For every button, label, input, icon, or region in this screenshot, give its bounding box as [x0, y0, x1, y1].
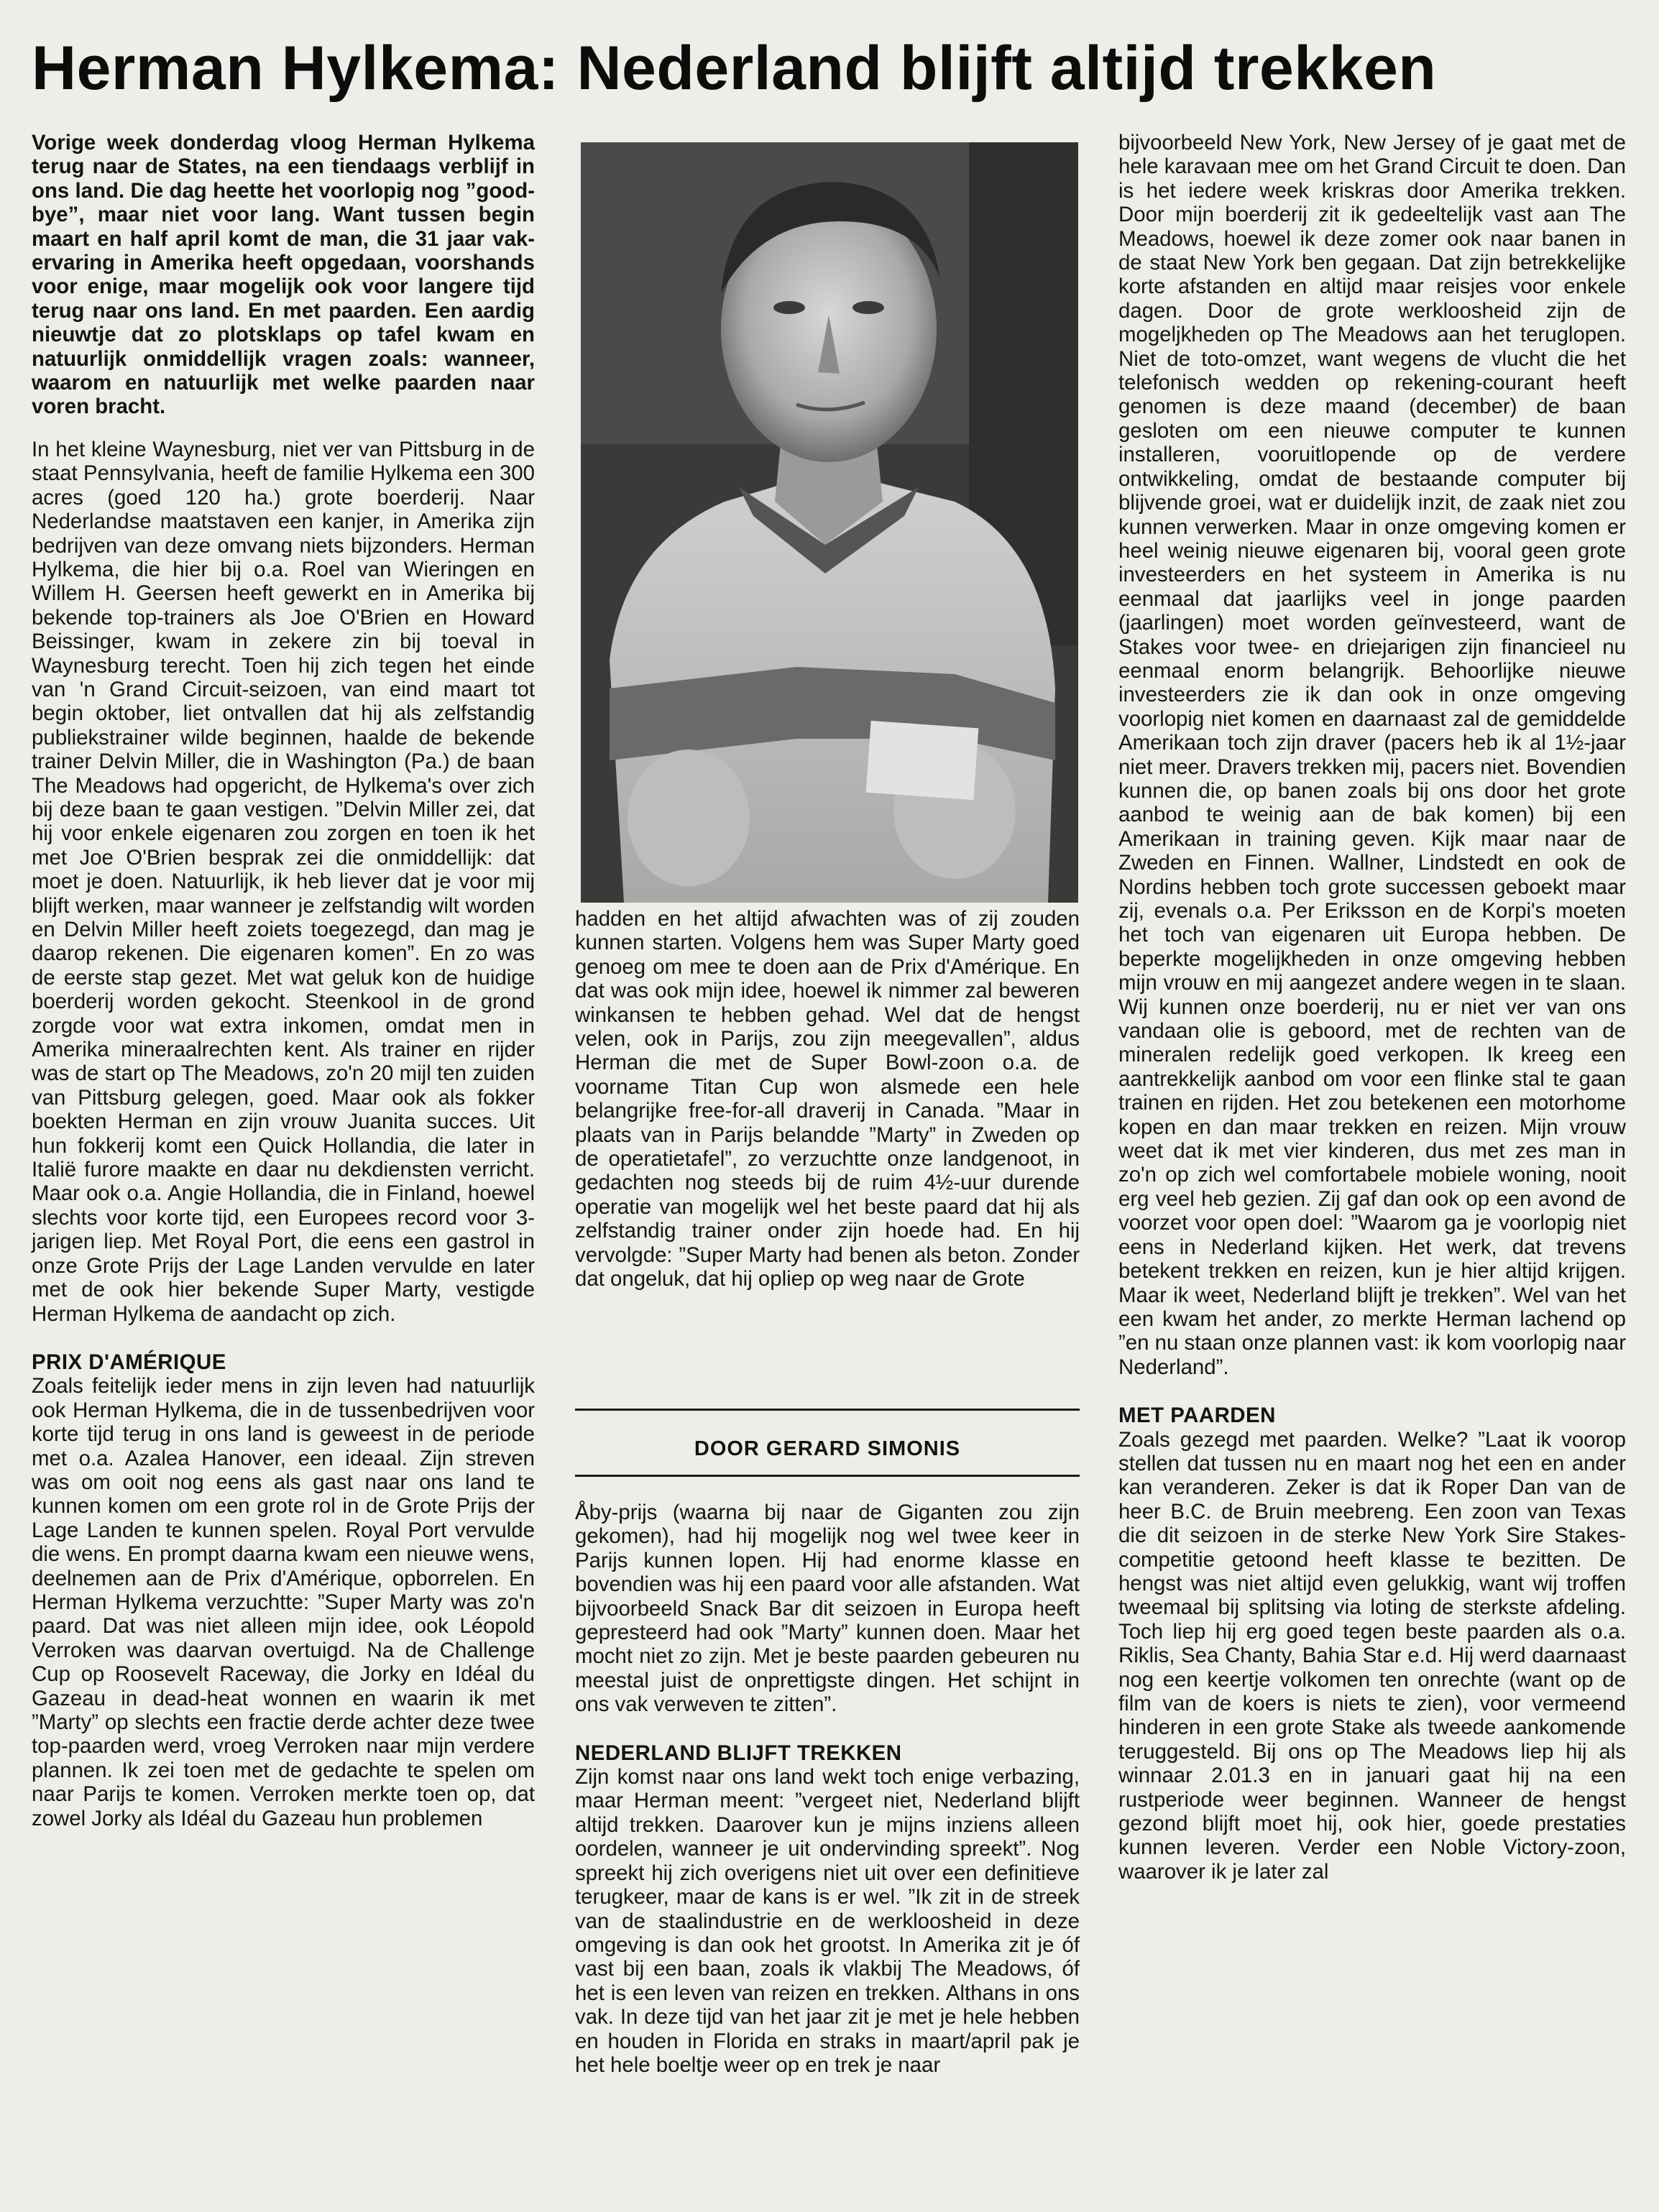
lead-paragraph: Vorige week donderdag vloog Herman Hylkema terug naar de States, na een tiendaags verblijf in ons land. Die dag heette het voorlopig nog ”good-bye”, maar niet voor lang. Want tussen begin maart en half april komt de man, die 31 jaar vak-ervaring in Amerika heeft opgedaan, voorshands voor enige, maar mogelijk ook voor langere tijd terug naar ons land. En met paarden. Een aardig nieuwtje dat zo plotsklaps op tafel kwam en natuurlijk onmiddellijk vragen zoals: wanneer, waarom en natuurlijk met welke paarden naar voren bracht. [32, 131, 535, 419]
subhead-prix-damerique: PRIX D'AMÉRIQUE [32, 1350, 226, 1374]
portrait-photo [581, 142, 1078, 903]
subhead-nederland-blijft-trekken: NEDERLAND BLIJFT TREKKEN [575, 1741, 902, 1765]
body-paragraph: Zijn komst naar ons land wekt toch enige verbazing, maar Herman meent: ”vergeet niet, Nederland blijft altijd trekken. Daarover kun je mijns inziens alleen oordelen, wanneer je uit ondervinding spreekt”. Nog spreekt hij zich overigens niet uit over een definitieve terugkeer, maar de kans is er wel. ”Ik zit in de streek van de staalindustrie en de werkloosheid in deze omgeving is dan ook het grootst. In Amerika zit je óf vast bij een baan, zoals ik vlakbij The Meadows, óf het is een leven van reizen en trekken. Althans in ons vak. In deze tijd van het jaar zit je met je hele hebben en houden in Florida en straks in maart/april pak je het hele boeltje weer op en trek je naar [575, 1765, 1080, 2077]
body-paragraph: bijvoorbeeld New York, New Jersey of je gaat met de hele karavaan mee om het Grand Circuit te doen. Dan is het iedere week kriskras door Amerika trekken. Door mijn boerderij zit ik gedeeltelijk vast aan The Meadows, hoewel ik deze zomer ook naar banen in de staat New York ben gegaan. Dat zijn betrekkelijke korte afstanden en altijd maar reisjes voor enkele dagen. Door de grote werkloosheid zijn de mogeljkheden op The Meadows aan het teruglopen. Niet de toto-omzet, want wegens de vlucht die het telefonisch wedden op rekening-courant heeft genomen is deze maand (december) de baan gesloten om een nieuwe computer te kunnen installeren, vooruitlopende op de verdere ontwikkeling, omdat de bestaande computer bij blijvende groei, wat er duidelijk inzit, de zaak niet zou kunnen verwerken. Maar in onze omgeving komen er heel weinig nieuwe eigenaren bij, vooral geen grote investeerders en het systeem in Amerika is nu eenmaal dat jaarlijks veel in jonge paarden (jaarlingen) moet worden geïnvesteerd, want de Stakes voor twee- en driejarigen zijn financieel nu eenmaal enorm belangrijk. Behoorlijke nieuwe investeerders zie ik dan ook in onze omgeving voorlopig niet komen en daarnaast zal de gemiddelde Amerikaan toch zijn draver (pacers heb ik al 1½-jaar niet meer. Dravers trekken mij, pacers niet. Bovendien kunnen die, op banen zoals bij ons door het grote aanbod te weinig aan de bak komen) bij een Amerikaan in training geven. Kijk maar naar de Zweden en Finnen. Wallner, Lindstedt en ook de Nordins hebben toch grote successen geboekt maar zij, evenals o.a. Per Eriksson en de Korpi's moeten het toch van eigenaren uit Europa hebben. De beperkte mogelijkheden in onze omgeving hebben mijn vrouw en mij aangezet andere wegen in te slaan. Wij kunnen onze boerderij, nu er niet ver van ons vandaan olie is geboord, met de rechten van de mineralen redelijk goed verkopen. Ik kreeg een aantrekkelijk aanbod om voor een flinke stal te gaan trainen en rijden. Het zou betekenen een motorhome kopen en dan maar trekken en reizen. Mijn vrouw weet dat ik met vier kinderen, dus met zes man in zo'n op zich wel comfortabele mobiele woning, nooit erg veel heb gezien. Zij gaf dan ook op een avond de voorzet voor open doel: ”Waarom ga je voorlopig niet eens in Nederland kijken. Het werk, dat trevens betekent trekken en reizen, kun je hier altijd krijgen. Maar ik weet, Nederland blijft je trekken”. Wel van het een kwam het ander, zo merkte Herman lachend op ”en nu staan onze plannen vast: ik kom voorlopig naar Nederland”. [1118, 131, 1626, 1379]
body-paragraph: Zoals feitelijk ieder mens in zijn leven had natuurlijk ook Herman Hylkema, die in de tussenbedrijven voor korte tijd terug in ons land is geweest in de periode met o.a. Azalea Hanover, een ideaal. Zijn streven was om ooit nog eens als gast naar ons land te kunnen komen om een grote rol in de Grote Prijs der Lage Landen te kunnen spelen. Royal Port vervulde die wens. En prompt daarna kwam een nieuwe wens, deelnemen aan de Prix d'Amérique, opborrelen. En Herman Hylkema verzuchtte: ”Super Marty was zo'n paard. Dat was niet alleen mijn idee, ook Léopold Verroken was daarvan overtuigd. Na de Challenge Cup op Roosevelt Raceway, die Jorky en Idéal du Gazeau in dead-heat wonnen en waarin ik met ”Marty” op slechts een fractie derde achter deze twee top-paarden werd, vroeg Verroken naar mijn verdere plannen. Ik zei toen met de gedachte te spelen om naar Parijs te komen. Verroken merkte toen op, dat zowel Jorky als Idéal du Gazeau hun problemen [32, 1374, 535, 1830]
byline-top-rule [575, 1409, 1080, 1411]
headline: Herman Hylkema: Nederland blijft altijd trekken [32, 34, 1437, 103]
column-3 [1118, 131, 1626, 1884]
body-paragraph: hadden en het altijd afwachten was of zij zouden kunnen starten. Volgens hem was Super Marty goed genoeg om mee te doen aan de Prix d'Amérique. En dat was ook mijn idee, hoewel ik nimmer zal beweren winkansen te hebben gehad. Wel dat de hengst velen, ook in Parijs, zou zijn meegevallen”, aldus Herman die met de Super Bowl-zoon o.a. de voorname Titan Cup won alsmede een hele belangrijke free-for-all draverij in Canada. ”Maar in plaats van in Parijs belandde ”Marty” in Zweden op de operatietafel”, zo verzuchtte onze landgenoot, in gedachten nog steeds bij de ruim 4½-uur durende operatie van mogelijk wel het beste paard dat hij als zelfstandig trainer onder zijn hoede had. En hij vervolgde: ”Super Marty had benen als beton. Zonder dat ongeluk, dat hij opliep op weg naar de Grote [575, 907, 1080, 1291]
body-paragraph: In het kleine Waynesburg, niet ver van Pittsburg in de staat Pennsylvania, heeft de familie Hylkema een 300 acres (goed 120 ha.) grote boerderij. Naar Nederlandse maatstaven een kanjer, in Amerika zijn bedrijven van deze omvang niets bijzonders. Herman Hylkema, die hier bij o.a. Roel van Wieringen en Willem H. Geersen heeft gewerkt en in Amerika bij bekende top-trainers als Joe O'Brien en Howard Beissinger, kwam in zekere zin bij toeval in Waynesburg terecht. Toen hij zich tegen het einde van 'n Grand Circuit-seizoen, van eind maart tot begin oktober, liet ontvallen dat hij als zelfstandig publiekstrainer wilde beginnen, haalde de bekende trainer Delvin Miller, die in Washington (Pa.) de baan The Meadows had opgericht, de Hylkema's over zich bij deze baan te gaan vestigen. ”Delvin Miller zei, dat hij voor enkele eigenaren zou zorgen en toen ik het met Joe O'Brien besprak zei die onmiddellijk: dat moet je doen. Natuurlijk, ik heb liever dat je voor mij blijft werken, maar wanneer je zelfstandig wilt worden en Delvin Miller heeft zoiets toegezegd, dan mag je daarop rekenen. Die eigenaren komen”. En zo was de eerste stap gezet. Met wat geluk kon de huidige boerderij worden gekocht. Steenkool in de grond zorgde voor wat extra inkomen, omdat men in Amerika mineraalrechten kent. Als trainer en rijder was de start op The Meadows, zo'n 20 mijl ten zuiden van Pittsburg gelegen, goed. Maar ook als fokker boekten Herman en zijn vrouw Juanita succes. Uit hun fokkerij komt een Quick Hollandia, die later in Italië furore maakte en daar nu dekdiensten verricht. Maar ook o.a. Angie Hollandia, die in Finland, hoewel slechts voor korte tijd, een Europees record voor 3-jarigen liep. Met Royal Port, die eens een gastrol in onze Grote Prijs der Lage Landen vervulde en later met de ook hier bekende Super Marty, vestigde Herman Hylkema de aandacht op zich. [32, 437, 535, 1326]
column-2-bottom [575, 1501, 1080, 2077]
byline: DOOR GERARD SIMONIS [694, 1437, 961, 1460]
portrait-illustration [581, 142, 1078, 903]
column-2-top [575, 907, 1080, 1291]
body-paragraph: Åby-prijs (waarna bij naar de Giganten zou zijn gekomen), had hij mogelijk nog wel twee keer in Parijs kunnen lopen. Hij had enorme klasse en bovendien was hij een paard voor alle afstanden. Wat bijvoorbeeld Snack Bar dit seizoen in Europa heeft gepresteerd had ook ”Marty” kunnen doen. Maar het mocht niet zo zijn. Met je beste paarden gebeuren nu meestal juist de onprettigste dingen. Het schijnt in ons vak verweven te zitten”. [575, 1501, 1080, 1717]
column-1 [32, 131, 535, 1830]
body-paragraph: Zoals gezegd met paarden. Welke? ”Laat ik voorop stellen dat tussen nu en maart nog het een en ander kan veranderen. Zeker is dat ik Roper Dan van de heer B.C. de Bruin meebreng. Een zoon van Texas die dit seizoen in de sterke New York Sire Stakes-competitie getoond heeft klasse te bezitten. De hengst was niet altijd even gelukkig, want wij troffen tweemaal bij splitsing via loting de sterkste afdeling. Toch liep hij erg goed tegen beste paarden als o.a. Riklis, Sea Chanty, Bahia Star e.d. Hij werd daarnaast nog een keertje volkomen ten onrechte (want op de film van de koers is niets te zien), voor vermeend hinderen in een grote Stake als tweede aankomende teruggesteld. Bij ons op The Meadows liep hij als winnaar 2.01.3 en in januari gaat hij na een rustperiode weer beginnen. Wanneer de hengst gezond blijft moet hij, ook hier, goede prestaties kunnen leveren. Verder een Noble Victory-zoon, waarover ik je later zal [1118, 1427, 1626, 1884]
byline-bottom-rule [575, 1475, 1080, 1477]
subhead-met-paarden: MET PAARDEN [1118, 1404, 1276, 1428]
